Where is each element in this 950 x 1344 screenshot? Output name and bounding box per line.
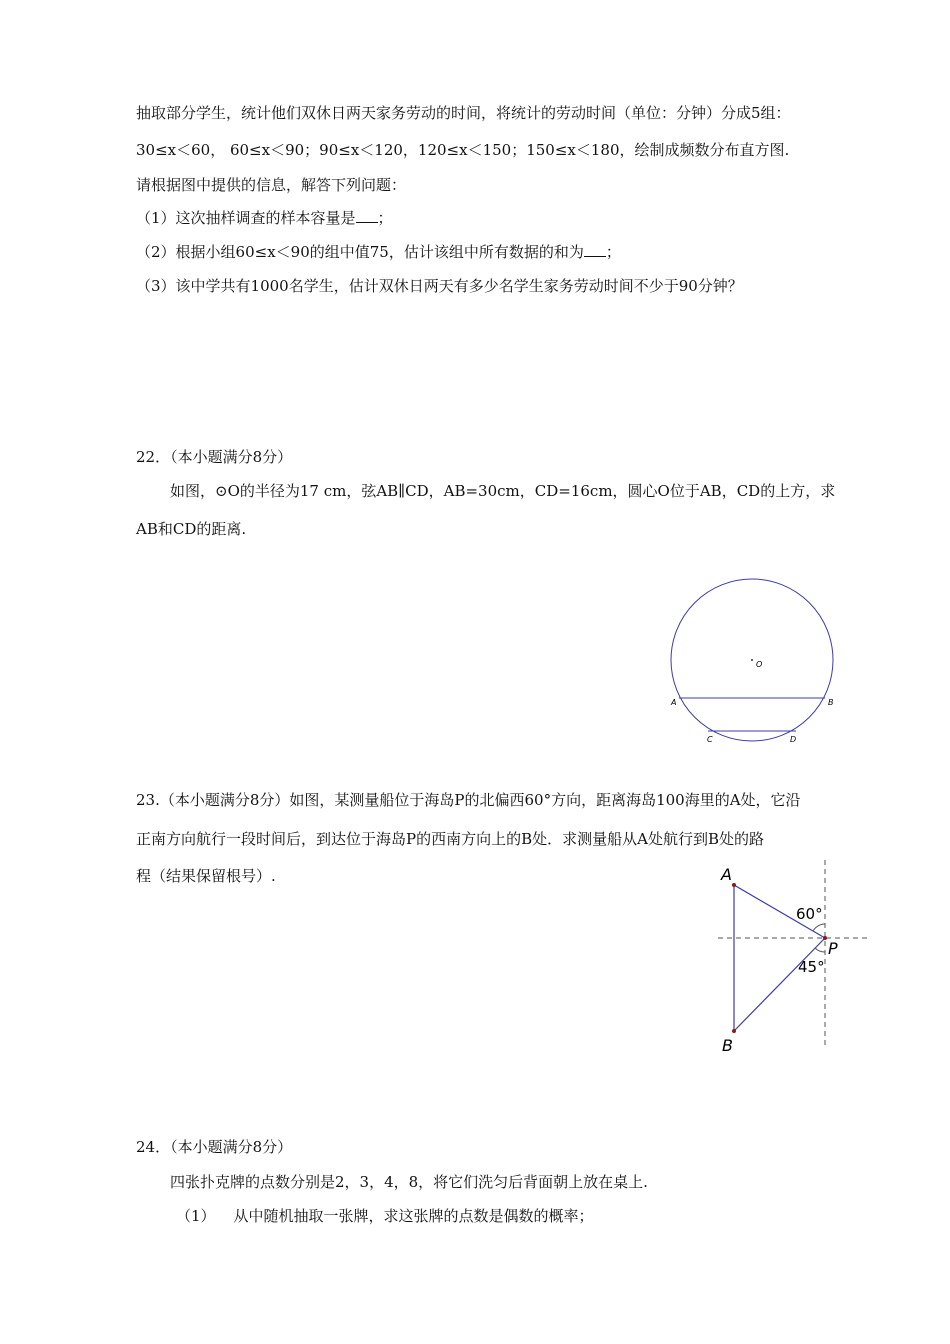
- label-d: D: [790, 735, 797, 744]
- center-point: [751, 659, 753, 661]
- q21-part-1: [136, 208, 393, 228]
- q24-header: 24．（本小题满分8分）: [136, 1138, 293, 1156]
- q24-part-1-number: （1）: [176, 1207, 216, 1225]
- label-b: B: [828, 698, 834, 707]
- angle-label-45: 45°: [798, 958, 825, 976]
- label-a: A: [671, 698, 677, 707]
- q21-part-1-prefix: （1）这次抽样调查的样本容量是: [136, 209, 356, 227]
- point-p: [823, 936, 827, 940]
- label-c: C: [707, 735, 713, 744]
- q23-text-line-3: 程（结果保留根号）.: [136, 867, 276, 885]
- q21-intro-line-3: 请根据图中提供的信息，解答下列问题：: [136, 176, 407, 194]
- q22-text-line-1: 如图，⊙O的半径为17 cm，弦AB∥CD，AB=30cm，CD=16cm，圆心O位于AB，CD的上方，求: [170, 482, 836, 500]
- label-p: P: [828, 939, 838, 958]
- angle-arc-60: [813, 924, 825, 931]
- answer-blank: [584, 242, 606, 257]
- q21-part-2-prefix: （2）根据小组60≤x＜90的组中值75，估计该组中所有数据的和为: [136, 243, 584, 261]
- q24-part-1-text: 从中随机抽取一张牌，求这张牌的点数是偶数的概率；: [233, 1207, 594, 1225]
- segment-bp: [734, 938, 825, 1031]
- point-a: [732, 883, 736, 887]
- point-b: [732, 1029, 736, 1033]
- answer-blank: [356, 208, 378, 223]
- angle-arc-45: [815, 948, 825, 952]
- q21-part-1-suffix: ；: [377, 209, 393, 227]
- q24-text-line-1: 四张扑克牌的点数分别是2，3，4，8，将它们洗匀后背面朝上放在桌上.: [170, 1173, 648, 1191]
- label-b: B: [722, 1036, 733, 1055]
- q22-header: 22．（本小题满分8分）: [136, 448, 293, 466]
- q24-part-1: [176, 1206, 594, 1226]
- q21-part-2-suffix: ；: [605, 243, 621, 261]
- label-o: O: [756, 660, 763, 669]
- q21-part-3: （3）该中学共有1000名学生，估计双休日两天有多少名学生家务劳动时间不少于90分钟？: [136, 277, 743, 295]
- triangle-figure: [705, 855, 875, 1060]
- angle-label-60: 60°: [796, 905, 823, 923]
- label-a: A: [721, 865, 732, 884]
- q21-part-2: [136, 242, 621, 262]
- q23-text-line-2: 正南方向航行一段时间后，到达位于海岛P的西南方向上的B处．求测量船从A处航行到B处的路: [136, 830, 764, 848]
- q23-text-line-1: 23.（本小题满分8分）如图，某测量船位于海岛P的北偏西60°方向，距离海岛100海里的A处，它沿: [136, 791, 801, 809]
- q21-intro-line-1: 抽取部分学生，统计他们双休日两天家务劳动的时间，将统计的劳动时间（单位：分钟）分成5组：: [136, 104, 791, 122]
- q22-text-line-2: AB和CD的距离.: [136, 520, 247, 538]
- circle-figure: [660, 572, 860, 752]
- q21-intro-line-2: 30≤x＜60， 60≤x＜90；90≤x＜120，120≤x＜150；150≤x＜180，绘制成频数分布直方图.: [136, 141, 790, 159]
